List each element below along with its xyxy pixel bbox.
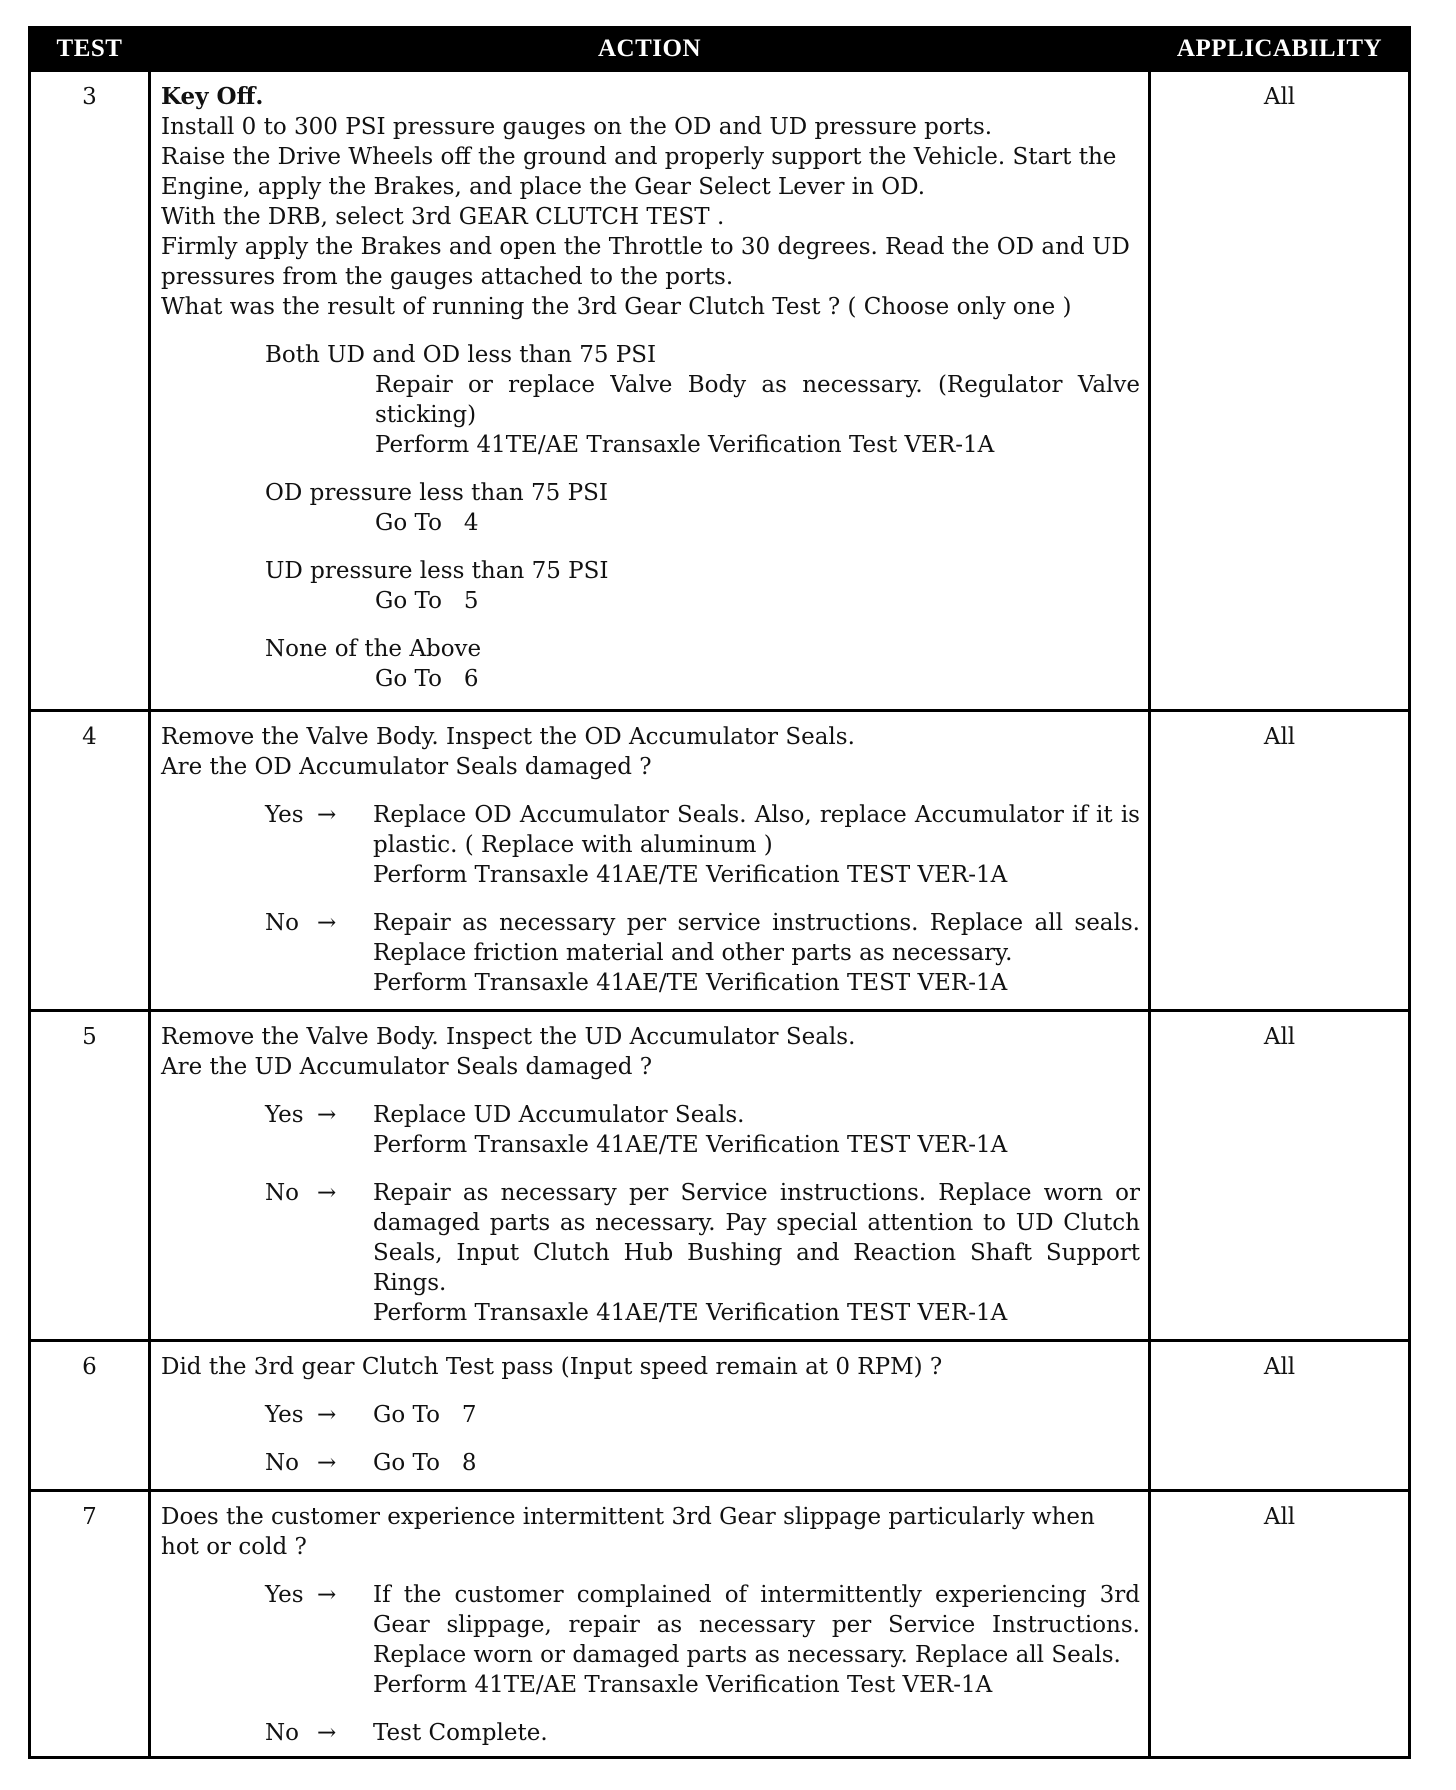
instruction-line: Firmly apply the Brakes and open the Throttle to 30 degrees. Read the OD and UD pressures from the gauges attached to the ports.	[161, 234, 1130, 290]
answer-no	[265, 1448, 1140, 1478]
answer-line: Perform Transaxle 41AE/TE Verification TEST VER-1A	[373, 1132, 1008, 1158]
answer-text	[373, 1100, 1140, 1160]
answer-yes	[265, 1100, 1140, 1160]
table-row	[30, 1491, 1410, 1758]
arrow-icon: →	[317, 910, 337, 936]
step-title: Key Off.	[161, 83, 264, 110]
action-cell	[150, 71, 1150, 711]
answer-label: No	[265, 910, 299, 936]
test-number: 7	[30, 1491, 150, 1758]
table-header-row	[30, 28, 1410, 71]
answer-no	[265, 908, 1140, 998]
applicability-value: All	[1150, 711, 1410, 1011]
header-action: ACTION	[150, 28, 1150, 71]
result-line: Perform 41TE/AE Transaxle Verification Test VER-1A	[375, 432, 995, 458]
answer-text	[373, 1178, 1140, 1328]
question-line: Are the OD Accumulator Seals damaged ?	[161, 754, 652, 780]
question-line: Did the 3rd gear Clutch Test pass (Input speed remain at 0 RPM) ?	[161, 1354, 943, 1380]
result-line: Repair or replace Valve Body as necessary. (Regulator Valve sticking)	[375, 372, 1140, 428]
answer-line: Repair as necessary per service instructions. Replace all seals. Replace friction material and other parts as necessary.	[373, 910, 1140, 966]
header-test: TEST	[30, 28, 150, 71]
question-line: Does the customer experience intermittent 3rd Gear slippage particularly when hot or cold ?	[161, 1504, 1095, 1560]
answer-line: Test Complete.	[373, 1720, 548, 1746]
option-condition: Both UD and OD less than 75 PSI	[265, 342, 657, 368]
result-line: Go To 5	[375, 588, 479, 614]
result-line: Go To 4	[375, 510, 479, 536]
answer-yes	[265, 800, 1140, 890]
answer-no	[265, 1718, 1140, 1748]
action-cell	[150, 1341, 1150, 1491]
instruction-line: With the DRB, select 3rd GEAR CLUTCH TEST .	[161, 204, 725, 230]
arrow-icon: →	[317, 1102, 337, 1128]
answer-line: Perform Transaxle 41AE/TE Verification TEST VER-1A	[373, 862, 1008, 888]
answer-text	[373, 800, 1140, 890]
arrow-icon: →	[317, 1180, 337, 1206]
answer-text	[373, 1580, 1140, 1700]
answer-label: No	[265, 1450, 299, 1476]
option-result	[375, 508, 1140, 538]
answer-line: Perform 41TE/AE Transaxle Verification Test VER-1A	[373, 1672, 993, 1698]
arrow-icon: →	[317, 1450, 337, 1476]
test-number: 6	[30, 1341, 150, 1491]
answer-line: Replace OD Accumulator Seals. Also, replace Accumulator if it is plastic. ( Replace with aluminum )	[373, 802, 1140, 858]
option-condition: None of the Above	[265, 636, 482, 662]
result-option	[265, 556, 1140, 616]
applicability-value: All	[1150, 1341, 1410, 1491]
action-cell	[150, 711, 1150, 1011]
instruction-line: Install 0 to 300 PSI pressure gauges on the OD and UD pressure ports.	[161, 114, 993, 140]
table-row	[30, 711, 1410, 1011]
option-result	[375, 664, 1140, 694]
answer-label: Yes	[265, 1402, 304, 1428]
applicability-value: All	[1150, 71, 1410, 711]
test-number: 4	[30, 711, 150, 1011]
option-condition: UD pressure less than 75 PSI	[265, 558, 609, 584]
answer-line: If the customer complained of intermittently experiencing 3rd Gear slippage, repair as necessary per Service Instructions. Replace worn or damaged parts as necessary. Replace all Seals.	[373, 1582, 1140, 1668]
answer-line: Replace UD Accumulator Seals.	[373, 1102, 745, 1128]
answer-text	[373, 1718, 1140, 1748]
answer-line: Perform Transaxle 41AE/TE Verification TEST VER-1A	[373, 1300, 1008, 1326]
result-line: Go To 6	[375, 666, 479, 692]
arrow-icon: →	[317, 802, 337, 828]
action-cell	[150, 1491, 1150, 1758]
diagnostic-page	[28, 26, 1408, 1759]
answer-label: Yes	[265, 802, 304, 828]
answer-yes	[265, 1400, 1140, 1430]
arrow-icon: →	[317, 1720, 337, 1746]
applicability-value: All	[1150, 1491, 1410, 1758]
table-row	[30, 1341, 1410, 1491]
arrow-icon: →	[317, 1582, 337, 1608]
instruction-line: Remove the Valve Body. Inspect the UD Accumulator Seals.	[161, 1024, 856, 1050]
instruction-line: What was the result of running the 3rd Gear Clutch Test ? ( Choose only one )	[161, 294, 1072, 320]
result-option	[265, 634, 1140, 694]
question-line: Are the UD Accumulator Seals damaged ?	[161, 1054, 653, 1080]
answer-text	[373, 1400, 1140, 1430]
answer-label: No	[265, 1180, 299, 1206]
answer-text	[373, 908, 1140, 998]
answer-label: Yes	[265, 1582, 304, 1608]
header-applicability: APPLICABILITY	[1150, 28, 1410, 71]
table-row	[30, 71, 1410, 711]
test-number: 5	[30, 1011, 150, 1341]
answer-yes	[265, 1580, 1140, 1700]
option-result	[375, 586, 1140, 616]
instruction-line: Raise the Drive Wheels off the ground and properly support the Vehicle. Start the Engine, apply the Brakes, and place the Gear Select Lever in OD.	[161, 144, 1117, 200]
diagnostic-table	[28, 26, 1411, 1759]
answer-line: Go To 7	[373, 1402, 477, 1428]
answer-label: No	[265, 1720, 299, 1746]
table-row	[30, 1011, 1410, 1341]
answer-label: Yes	[265, 1102, 304, 1128]
answer-text	[373, 1448, 1140, 1478]
arrow-icon: →	[317, 1402, 337, 1428]
test-number: 3	[30, 71, 150, 711]
instruction-line: Remove the Valve Body. Inspect the OD Accumulator Seals.	[161, 724, 855, 750]
result-option	[265, 340, 1140, 460]
answer-no	[265, 1178, 1140, 1328]
answer-line: Repair as necessary per Service instructions. Replace worn or damaged parts as necessary. Pay special attention to UD Clutch Seals, Input Clutch Hub Bushing and Reaction Shaft Support Rings.	[373, 1180, 1140, 1296]
applicability-value: All	[1150, 1011, 1410, 1341]
action-cell	[150, 1011, 1150, 1341]
option-result	[375, 370, 1140, 460]
answer-line: Perform Transaxle 41AE/TE Verification TEST VER-1A	[373, 970, 1008, 996]
answer-line: Go To 8	[373, 1450, 477, 1476]
result-option	[265, 478, 1140, 538]
option-condition: OD pressure less than 75 PSI	[265, 480, 608, 506]
